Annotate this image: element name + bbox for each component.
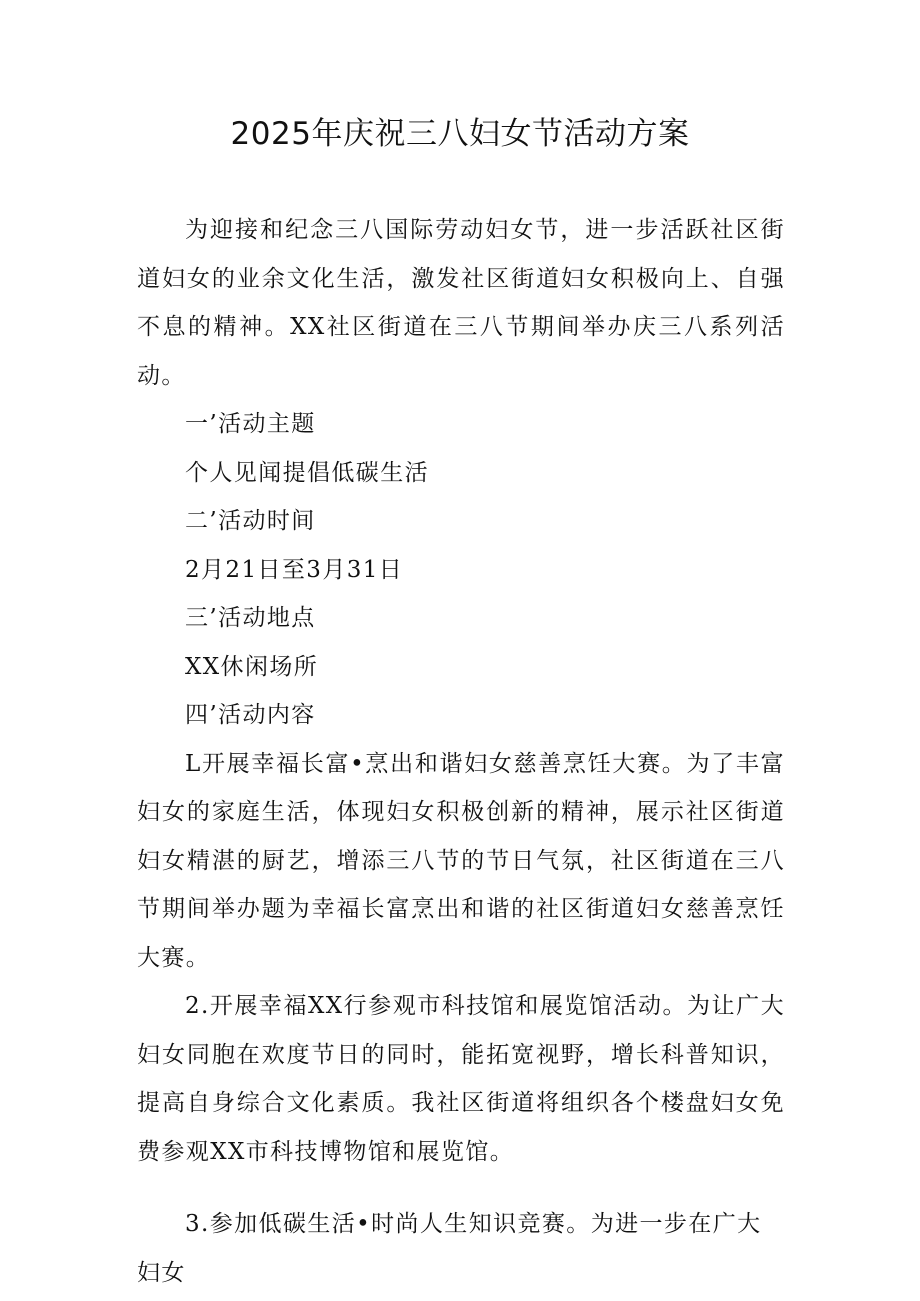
paragraph-gap: [137, 1176, 785, 1200]
section-heading-theme: 一’活动主题: [185, 411, 316, 437]
section-heading-location: 三’活动地点: [185, 605, 316, 631]
content-item-3: 3.参加低碳生活•时尚人生知识竞赛。为进一步在广大妇女: [137, 1211, 762, 1286]
theme-text: 个人见闻提倡低碳生活: [185, 459, 429, 486]
intro-paragraph: 为迎接和纪念三八国际劳动妇女节，进一步活跃社区街道妇女的业余文化生活，激发社区街道妇女积极向上、自强不息的精神。XX社区街道在三八节期间举办庆三八系列活动。: [137, 217, 785, 389]
section-heading-time: 二’活动时间: [185, 508, 316, 534]
document-body: [137, 206, 785, 1297]
document-title: 2025年庆祝三八妇女节活动方案: [230, 116, 690, 152]
section-heading-content: 四’活动内容: [185, 702, 316, 728]
content-item-2: 2.开展幸福XX行参观市科技馆和展览馆活动。为让广大妇女同胞在欢度节日的同时，能拓宽视野，增长科普知识，提高自身综合文化素质。我社区街道将组织各个楼盘妇女免费参观XX市科技博物馆和展览馆。: [137, 993, 785, 1165]
location-text: XX休闲场所: [185, 653, 319, 680]
time-text: 2月21日至3月31日: [185, 556, 404, 583]
content-item-1: L开展幸福长富•烹出和谐妇女慈善烹饪大赛。为了丰富妇女的家庭生活，体现妇女积极创新的精神，展示社区街道妇女精湛的厨艺，增添三八节的节日气氛，社区街道在三八节期间举办题为幸福长富烹出和谐的社区街道妇女慈善烹饪大赛。: [137, 750, 785, 971]
